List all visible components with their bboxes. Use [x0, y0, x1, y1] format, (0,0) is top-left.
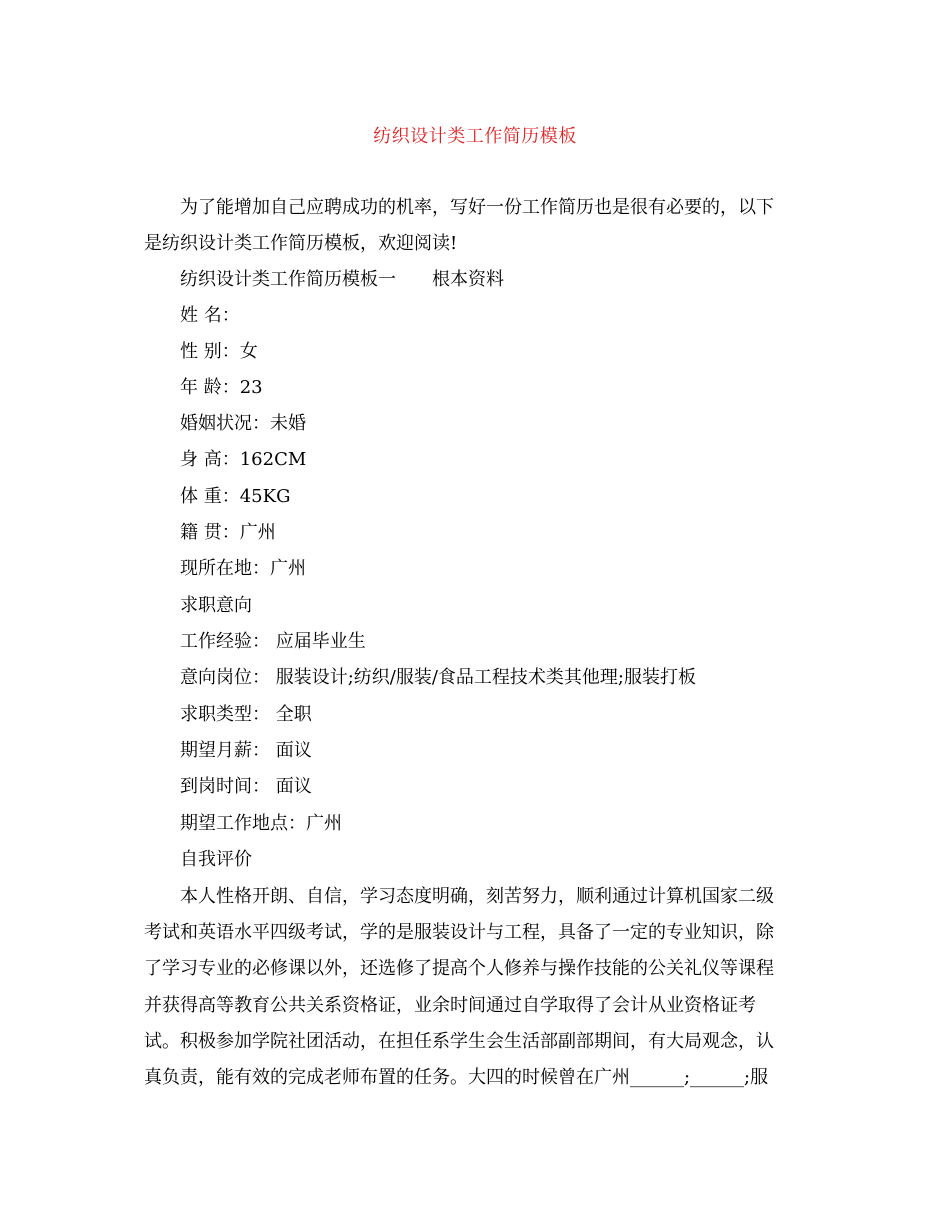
job-experience: 工作经验： 应届毕业生: [180, 631, 366, 652]
info-weight: 体 重：45KG: [180, 486, 291, 507]
self-eval-line-1: 本人性格开朗、自信，学习态度明确，刻苦努力，顺利通过计算机国家二级: [180, 886, 774, 907]
self-eval-line-2: 考试和英语水平四级考试，学的是服装设计与工程，具备了一定的专业知识，除: [144, 922, 774, 943]
intro-line-1: 为了能增加自己应聘成功的机率，写好一份工作简历也是很有必要的，以下: [180, 197, 774, 218]
intro-line-2: 是纺织设计类工作简历模板，欢迎阅读!: [144, 233, 458, 254]
document-title: 纺织设计类工作简历模板: [373, 126, 577, 147]
section-heading-row: [180, 268, 504, 292]
job-location: 期望工作地点：广州: [180, 813, 342, 834]
info-name: 姓 名：: [180, 305, 240, 326]
section-subheading: 根本资料: [432, 269, 504, 290]
section-heading: 纺织设计类工作简历模板一: [180, 269, 396, 290]
self-eval-line-3: 了学习专业的必修课以外，还选修了提高个人修养与操作技能的公关礼仪等课程: [144, 958, 774, 979]
job-salary: 期望月薪： 面议: [180, 740, 312, 761]
info-marital-status: 婚姻状况：未婚: [180, 413, 306, 434]
info-location: 现所在地：广州: [180, 558, 306, 579]
job-positions: 意向岗位： 服装设计;纺织/服装/食品工程技术类其他理;服装打板: [180, 667, 696, 688]
info-height: 身 高：162CM: [180, 449, 307, 470]
job-start-time: 到岗时间： 面议: [180, 776, 312, 797]
self-eval-line-5: 试。积极参加学院社团活动，在担任系学生会生活部副部期间，有大局观念，认: [144, 1031, 774, 1052]
job-intent-heading: 求职意向: [180, 595, 252, 616]
info-gender: 性 别：女: [180, 341, 258, 362]
info-age: 年 龄：23: [180, 377, 263, 398]
self-eval-line-4: 并获得高等教育公共关系资格证，业余时间通过自学取得了会计从业资格证考: [144, 995, 756, 1016]
self-eval-heading: 自我评价: [180, 849, 252, 870]
info-hometown: 籍 贯：广州: [180, 522, 276, 543]
self-eval-line-6: 真负责，能有效的完成老师布置的任务。大四的时候曾在广州______;______;服: [144, 1067, 769, 1088]
job-type: 求职类型： 全职: [180, 704, 312, 725]
